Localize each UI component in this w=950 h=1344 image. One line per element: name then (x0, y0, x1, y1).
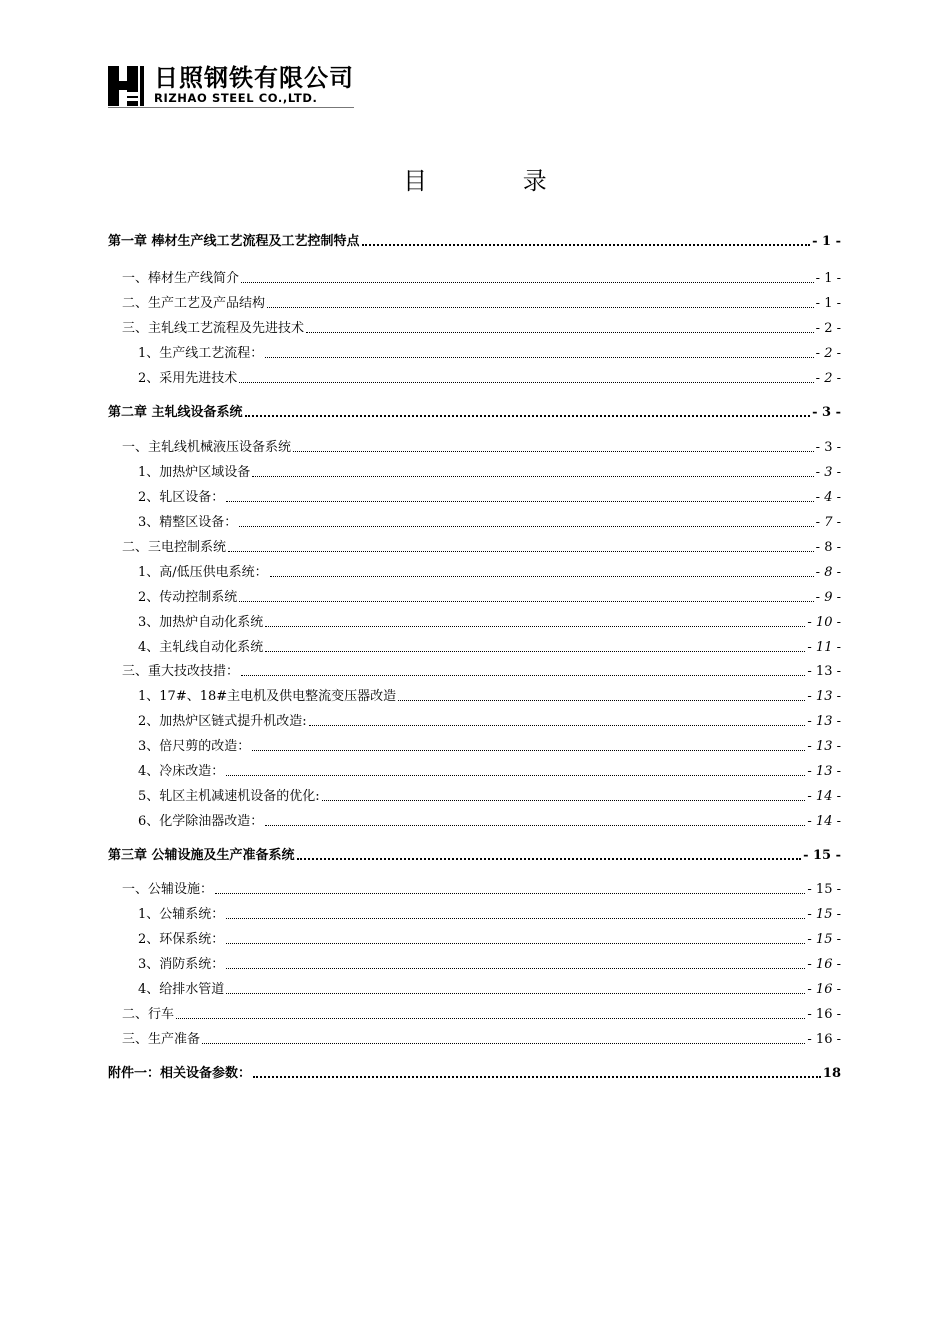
toc-entry[interactable] (138, 561, 841, 581)
toc-page-number: - 13 - (807, 739, 841, 754)
toc-dot-leader (252, 749, 805, 751)
toc-page-number: - 15 - (807, 882, 841, 897)
toc-dot-leader (253, 1075, 821, 1078)
toc-dot-leader (309, 724, 806, 726)
toc-dot-leader (245, 414, 811, 417)
company-name-en: RIZHAO STEEL CO.,LTD. (154, 91, 318, 105)
logo-underline (108, 107, 354, 108)
toc-dot-leader (293, 450, 814, 452)
toc-entry[interactable] (122, 536, 841, 556)
toc-entry[interactable] (122, 267, 841, 287)
toc-entry[interactable] (138, 461, 841, 481)
toc-page-number: - 16 - (807, 1007, 841, 1022)
toc-dot-leader (398, 699, 805, 701)
toc-dot-leader (239, 600, 813, 602)
toc-entry-title: 2、采用先进技术 (138, 371, 238, 386)
toc-page-number: - 4 - (815, 490, 841, 505)
toc-entry[interactable] (138, 486, 841, 506)
toc-entry-title: 三、重大技改技措： (122, 664, 240, 679)
toc-page-number: - 16 - (807, 957, 841, 972)
toc-entry[interactable] (138, 810, 841, 830)
toc-entry[interactable] (138, 342, 841, 362)
toc-page-number: - 3 - (812, 405, 841, 420)
toc-page-number: - 15 - (803, 848, 841, 863)
toc-entry[interactable] (138, 636, 841, 656)
toc-entry[interactable] (138, 978, 841, 998)
toc-entry-title: 1、公辅系统： (138, 907, 225, 922)
toc-page-number: - 16 - (807, 982, 841, 997)
toc-entry[interactable] (138, 685, 841, 705)
toc-dot-leader (239, 381, 813, 383)
toc-dot-leader (241, 674, 805, 676)
toc-entry-title: 2、传动控制系统 (138, 590, 238, 605)
toc-entry-title: 第一章 棒材生产线工艺流程及工艺控制特点 (108, 234, 360, 249)
toc-page-number: - 13 - (807, 689, 841, 704)
toc-dot-leader (322, 799, 806, 801)
toc-dot-leader (228, 550, 814, 552)
toc-entry[interactable] (138, 611, 841, 631)
toc-entry-title: 1、17#、18#主电机及供电整流变压器改造 (138, 689, 397, 704)
toc-entry[interactable] (138, 586, 841, 606)
toc-page-number: - 15 - (807, 932, 841, 947)
toc-dot-leader (226, 992, 805, 994)
toc-entry[interactable] (108, 230, 841, 250)
toc-entry[interactable] (138, 928, 841, 948)
toc-dot-leader (202, 1042, 805, 1044)
toc-dot-leader (265, 824, 805, 826)
toc-entry[interactable] (108, 1062, 841, 1082)
toc-dot-leader (215, 892, 805, 894)
toc-dot-leader (362, 243, 811, 246)
toc-page-number: - 1 - (815, 271, 841, 286)
toc-entry[interactable] (122, 317, 841, 337)
toc-entry-title: 附件一：相关设备参数： (108, 1066, 252, 1081)
toc-entry[interactable] (138, 785, 841, 805)
toc-page-number: - 2 - (815, 321, 841, 336)
toc-page-number: - 1 - (812, 234, 841, 249)
toc-entry-title: 3、精整区设备： (138, 515, 238, 530)
toc-entry-title: 2、轧区设备： (138, 490, 225, 505)
toc-entry-title: 4、主轧线自动化系统 (138, 640, 264, 655)
company-logo (108, 64, 356, 108)
page-title: 目 录 (403, 167, 591, 195)
toc-page-number: - 2 - (815, 346, 841, 361)
toc-entry[interactable] (122, 292, 841, 312)
toc-page-number: - 2 - (815, 371, 841, 386)
toc-entry[interactable] (138, 760, 841, 780)
toc-dot-leader (241, 281, 814, 283)
toc-dot-leader (267, 306, 814, 308)
toc-dot-leader (265, 650, 805, 652)
toc-page-number: - 7 - (815, 515, 841, 530)
toc-page-number: - 13 - (807, 714, 841, 729)
toc-dot-leader (226, 917, 805, 919)
toc-entry-title: 3、加热炉自动化系统 (138, 615, 264, 630)
toc-page-number: - 9 - (815, 590, 841, 605)
toc-dot-leader (252, 475, 813, 477)
toc-dot-leader (306, 331, 814, 333)
rizhao-steel-logo-icon (108, 66, 148, 106)
toc-entry[interactable] (138, 903, 841, 923)
toc-entry[interactable] (108, 844, 841, 864)
toc-dot-leader (270, 575, 814, 577)
toc-entry-title: 三、主轧线工艺流程及先进技术 (122, 321, 305, 336)
toc-entry[interactable] (138, 367, 841, 387)
toc-entry-title: 二、行车 (122, 1007, 175, 1022)
toc-entry-title: 6、化学除油器改造： (138, 814, 264, 829)
toc-page-number: - 13 - (807, 764, 841, 779)
toc-entry[interactable] (138, 710, 841, 730)
toc-entry[interactable] (138, 511, 841, 531)
toc-entry[interactable] (122, 436, 841, 456)
toc-dot-leader (176, 1017, 805, 1019)
toc-entry-title: 二、三电控制系统 (122, 540, 227, 555)
toc-page-number: - 15 - (807, 907, 841, 922)
toc-dot-leader (239, 525, 813, 527)
toc-entry-title: 一、公辅设施： (122, 882, 214, 897)
toc-page-number: - 8 - (815, 565, 841, 580)
toc-entry-title: 4、给排水管道 (138, 982, 225, 997)
toc-entry[interactable] (108, 401, 841, 421)
toc-dot-leader (265, 356, 813, 358)
toc-entry-title: 一、棒材生产线简介 (122, 271, 240, 286)
toc-entry[interactable] (138, 953, 841, 973)
toc-page-number: - 16 - (807, 1032, 841, 1047)
toc-dot-leader (226, 774, 805, 776)
toc-entry-title: 3、消防系统： (138, 957, 225, 972)
toc-page-number: - 3 - (815, 465, 841, 480)
toc-page-number: - 14 - (807, 789, 841, 804)
toc-dot-leader (226, 500, 813, 502)
toc-entry-title: 1、高/低压供电系统： (138, 565, 268, 580)
toc-entry-title: 第三章 公辅设施及生产准备系统 (108, 848, 295, 863)
toc-entry[interactable] (122, 1003, 841, 1023)
toc-page-number: - 14 - (807, 814, 841, 829)
toc-entry[interactable] (122, 878, 841, 898)
toc-page-number: - 13 - (807, 664, 841, 679)
toc-page-number: - 8 - (815, 540, 841, 555)
company-name-cn: 日照钢铁有限公司 (154, 64, 354, 92)
toc-page-number: - 11 - (807, 640, 841, 655)
toc-page-number: - 1 - (815, 296, 841, 311)
toc-page-number: - 10 - (807, 615, 841, 630)
toc-entry[interactable] (138, 735, 841, 755)
toc-page-number: 18 (822, 1066, 841, 1081)
toc-page-number: - 3 - (815, 440, 841, 455)
toc-dot-leader (297, 857, 802, 860)
toc-entry-title: 1、生产线工艺流程： (138, 346, 264, 361)
toc-dot-leader (226, 942, 805, 944)
toc-entry[interactable] (122, 1028, 841, 1048)
toc-entry-title: 二、生产工艺及产品结构 (122, 296, 266, 311)
toc-entry-title: 一、主轧线机械液压设备系统 (122, 440, 292, 455)
toc-entry-title: 2、环保系统： (138, 932, 225, 947)
toc-entry-title: 1、加热炉区域设备 (138, 465, 251, 480)
toc-entry-title: 2、加热炉区链式提升机改造: (138, 714, 307, 729)
toc-entry-title: 第二章 主轧线设备系统 (108, 405, 243, 420)
toc-entry[interactable] (122, 660, 841, 680)
toc-entry-title: 3、倍尺剪的改造： (138, 739, 251, 754)
toc-dot-leader (265, 625, 805, 627)
toc-entry-title: 5、轧区主机减速机设备的优化: (138, 789, 320, 804)
toc-dot-leader (226, 967, 805, 969)
toc-entry-title: 三、生产准备 (122, 1032, 201, 1047)
toc-entry-title: 4、冷床改造： (138, 764, 225, 779)
